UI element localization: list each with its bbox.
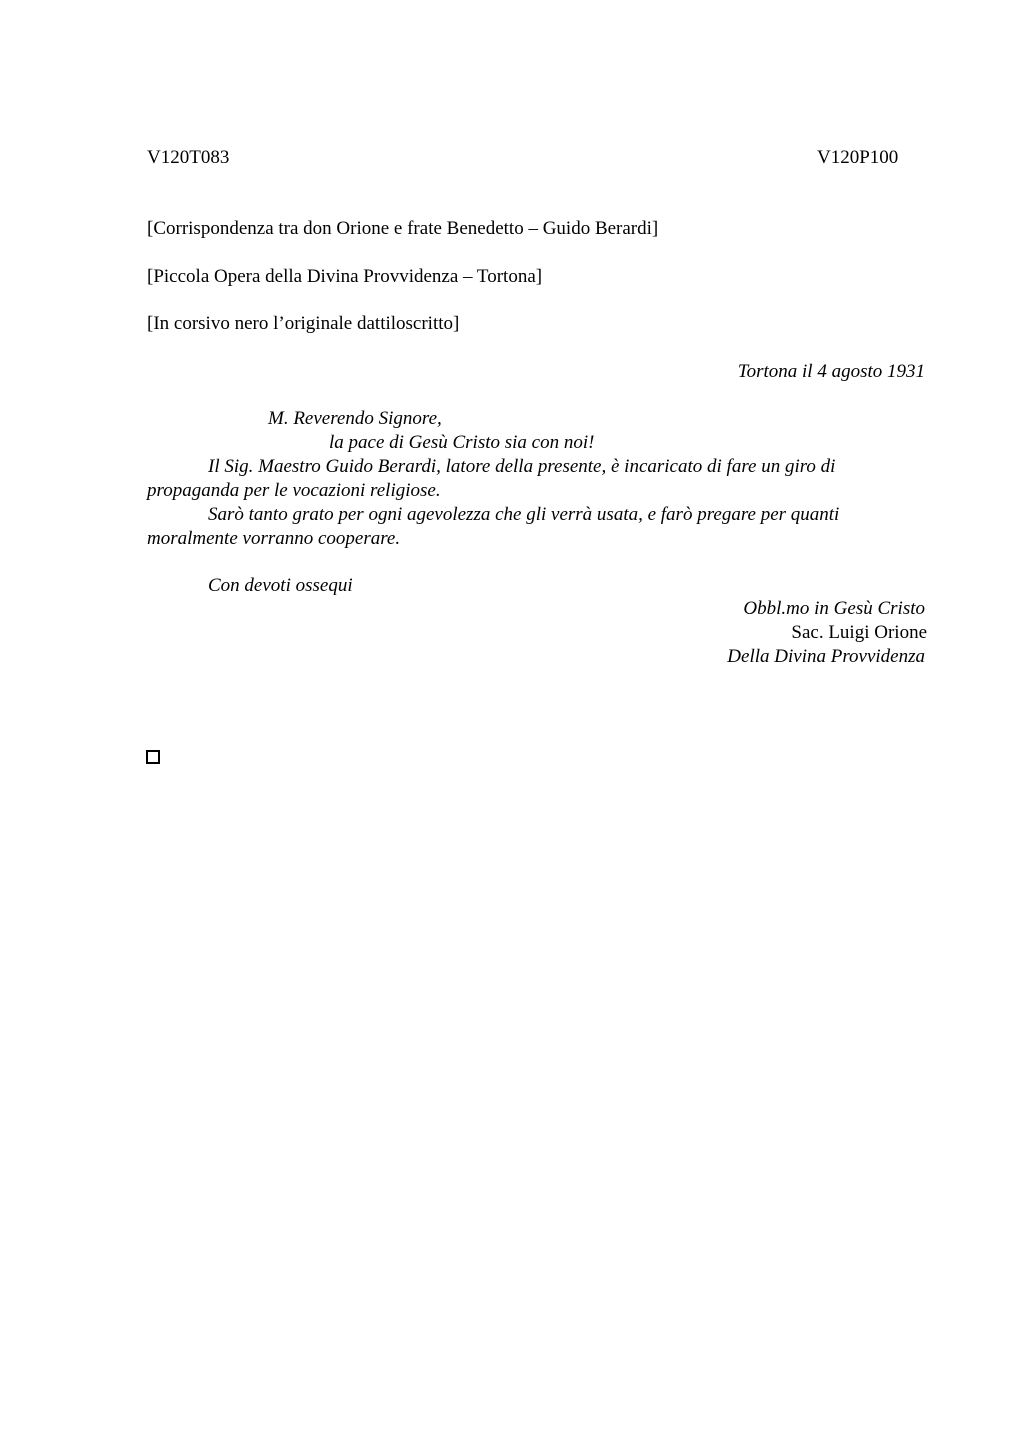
signature-line-1: Obbl.mo in Gesù Cristo <box>743 598 925 619</box>
empty-square-icon <box>146 750 160 764</box>
document-code-left: V120T083 <box>147 147 230 168</box>
letter-paragraph: Il Sig. Maestro Guido Berardi, latore della presente, è incaricato di fare un giro di propaganda per le vocazioni religiose. <box>147 456 836 501</box>
title-organization: [Piccola Opera della Divina Provvidenza – Tortona] <box>147 266 543 287</box>
title-correspondence: [Corrispondenza tra don Orione e frate Benedetto – Guido Berardi] <box>147 218 659 239</box>
title-note: [In corsivo nero l’originale dattiloscritto] <box>147 313 460 334</box>
letter-paragraph: Sarò tanto grato per ogni agevolezza che gli verrà usata, e farò pregare per quanti moralmente vorranno cooperare. <box>147 504 840 549</box>
signature-name: Sac. Luigi Orione <box>791 622 927 643</box>
letter-date: Tortona il 4 agosto 1931 <box>737 361 925 382</box>
letter-closing: Con devoti ossequi <box>208 575 353 596</box>
document-code-right: V120P100 <box>817 147 899 168</box>
signature-line-3: Della Divina Provvidenza <box>727 646 925 667</box>
letter-greeting: la pace di Gesù Cristo sia con noi! <box>329 432 595 453</box>
letter-salutation: M. Reverendo Signore, <box>268 408 442 429</box>
